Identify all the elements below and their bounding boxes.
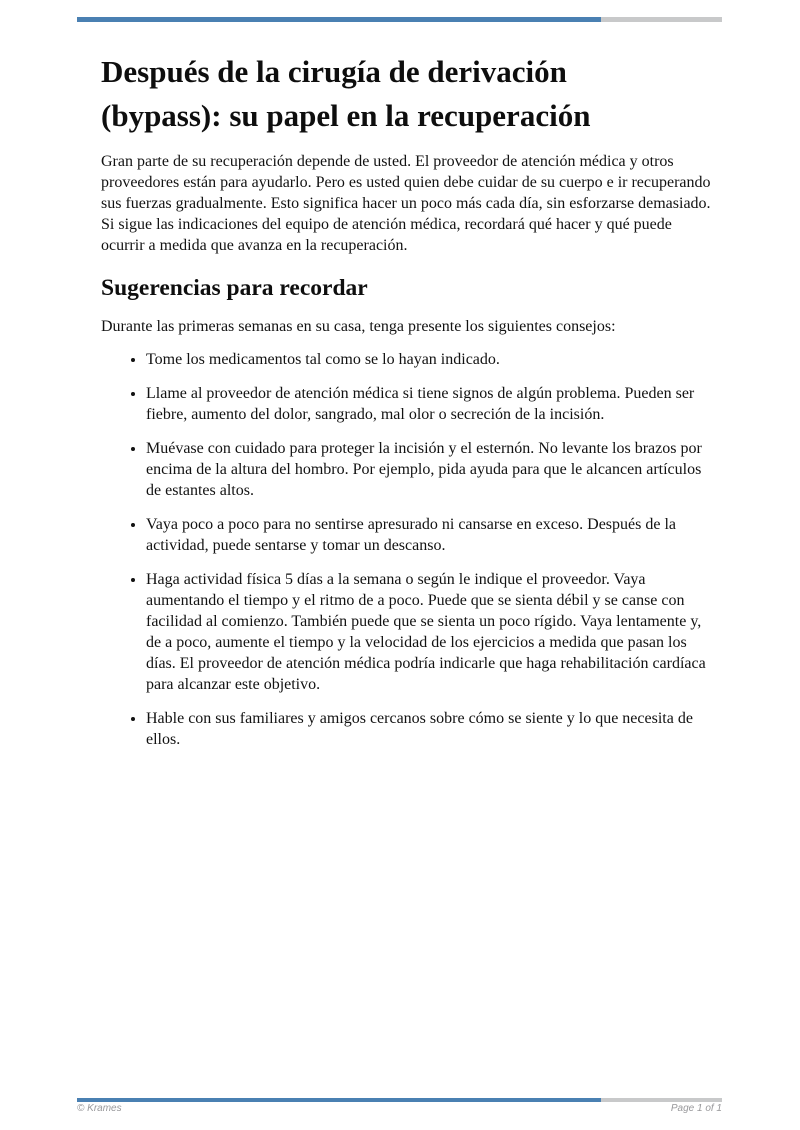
intro-paragraph: Gran parte de su recuperación depende de usted. El proveedor de atención médica y otros proveedores están para ayudarlo. Pero es usted quien debe cuidar de su cuerpo e ir recuperando sus fuerzas gradualmente. Esto significa hacer un poco más cada día, sin esforzarse demasiado. Si sigue las indicaciones del equipo de atención médica, recordará qué hacer y qué puede ocurrir a medida que avanza en la recuperación. xyxy=(101,153,711,254)
list-item: • Haga actividad física 5 días a la semana o según le indique el proveedor. Vaya aumentando el tiempo y el ritmo de a poco. Puede que se sienta débil y se canse con facilidad al comienzo. También puede que se sienta un poco rígido. Vaya lentamente y, de a poco, aumente el tiempo y la velocidad de los ejercicios a medida que pasan los días. El proveedor de atención médica podría indicarle que haga rehabilitación cardíaca para alcanzar este objetivo. xyxy=(146,569,713,695)
list-item: • Vaya poco a poco para no sentirse apresurado ni cansarse en exceso. Después de la actividad, puede sentarse y tomar un descanso. xyxy=(146,514,713,556)
footer-accent-bar xyxy=(77,1098,722,1102)
page-title: Después de la cirugía de derivación (bypass): su papel en la recuperación xyxy=(101,54,591,133)
footer-copyright: © Krames xyxy=(77,1103,122,1114)
tips-list xyxy=(101,349,713,750)
footer-page-number: Page 1 of 1 xyxy=(670,1103,722,1114)
list-item: • Hable con sus familiares y amigos cercanos sobre cómo se siente y lo que necesita de ellos. xyxy=(146,708,713,750)
footer-accent-bar-blue-segment xyxy=(77,1098,601,1102)
section-heading: Sugerencias para recordar xyxy=(101,275,368,301)
section-lead: Durante las primeras semanas en su casa, tenga presente los siguientes consejos: xyxy=(101,318,616,335)
list-item: • Muévase con cuidado para proteger la incisión y el esternón. No levante los brazos por encima de la altura del hombro. Por ejemplo, pida ayuda para que le alcancen artículos de estantes altos. xyxy=(146,438,713,501)
page-footer xyxy=(77,1103,722,1114)
list-item: • Tome los medicamentos tal como se lo hayan indicado. xyxy=(146,349,713,370)
list-item: • Llame al proveedor de atención médica si tiene signos de algún problema. Pueden ser fiebre, aumento del dolor, sangrado, mal olor o secreción de la incisión. xyxy=(146,383,713,425)
document-content xyxy=(101,0,713,763)
footer-accent-bar-gray-segment xyxy=(601,1098,722,1102)
